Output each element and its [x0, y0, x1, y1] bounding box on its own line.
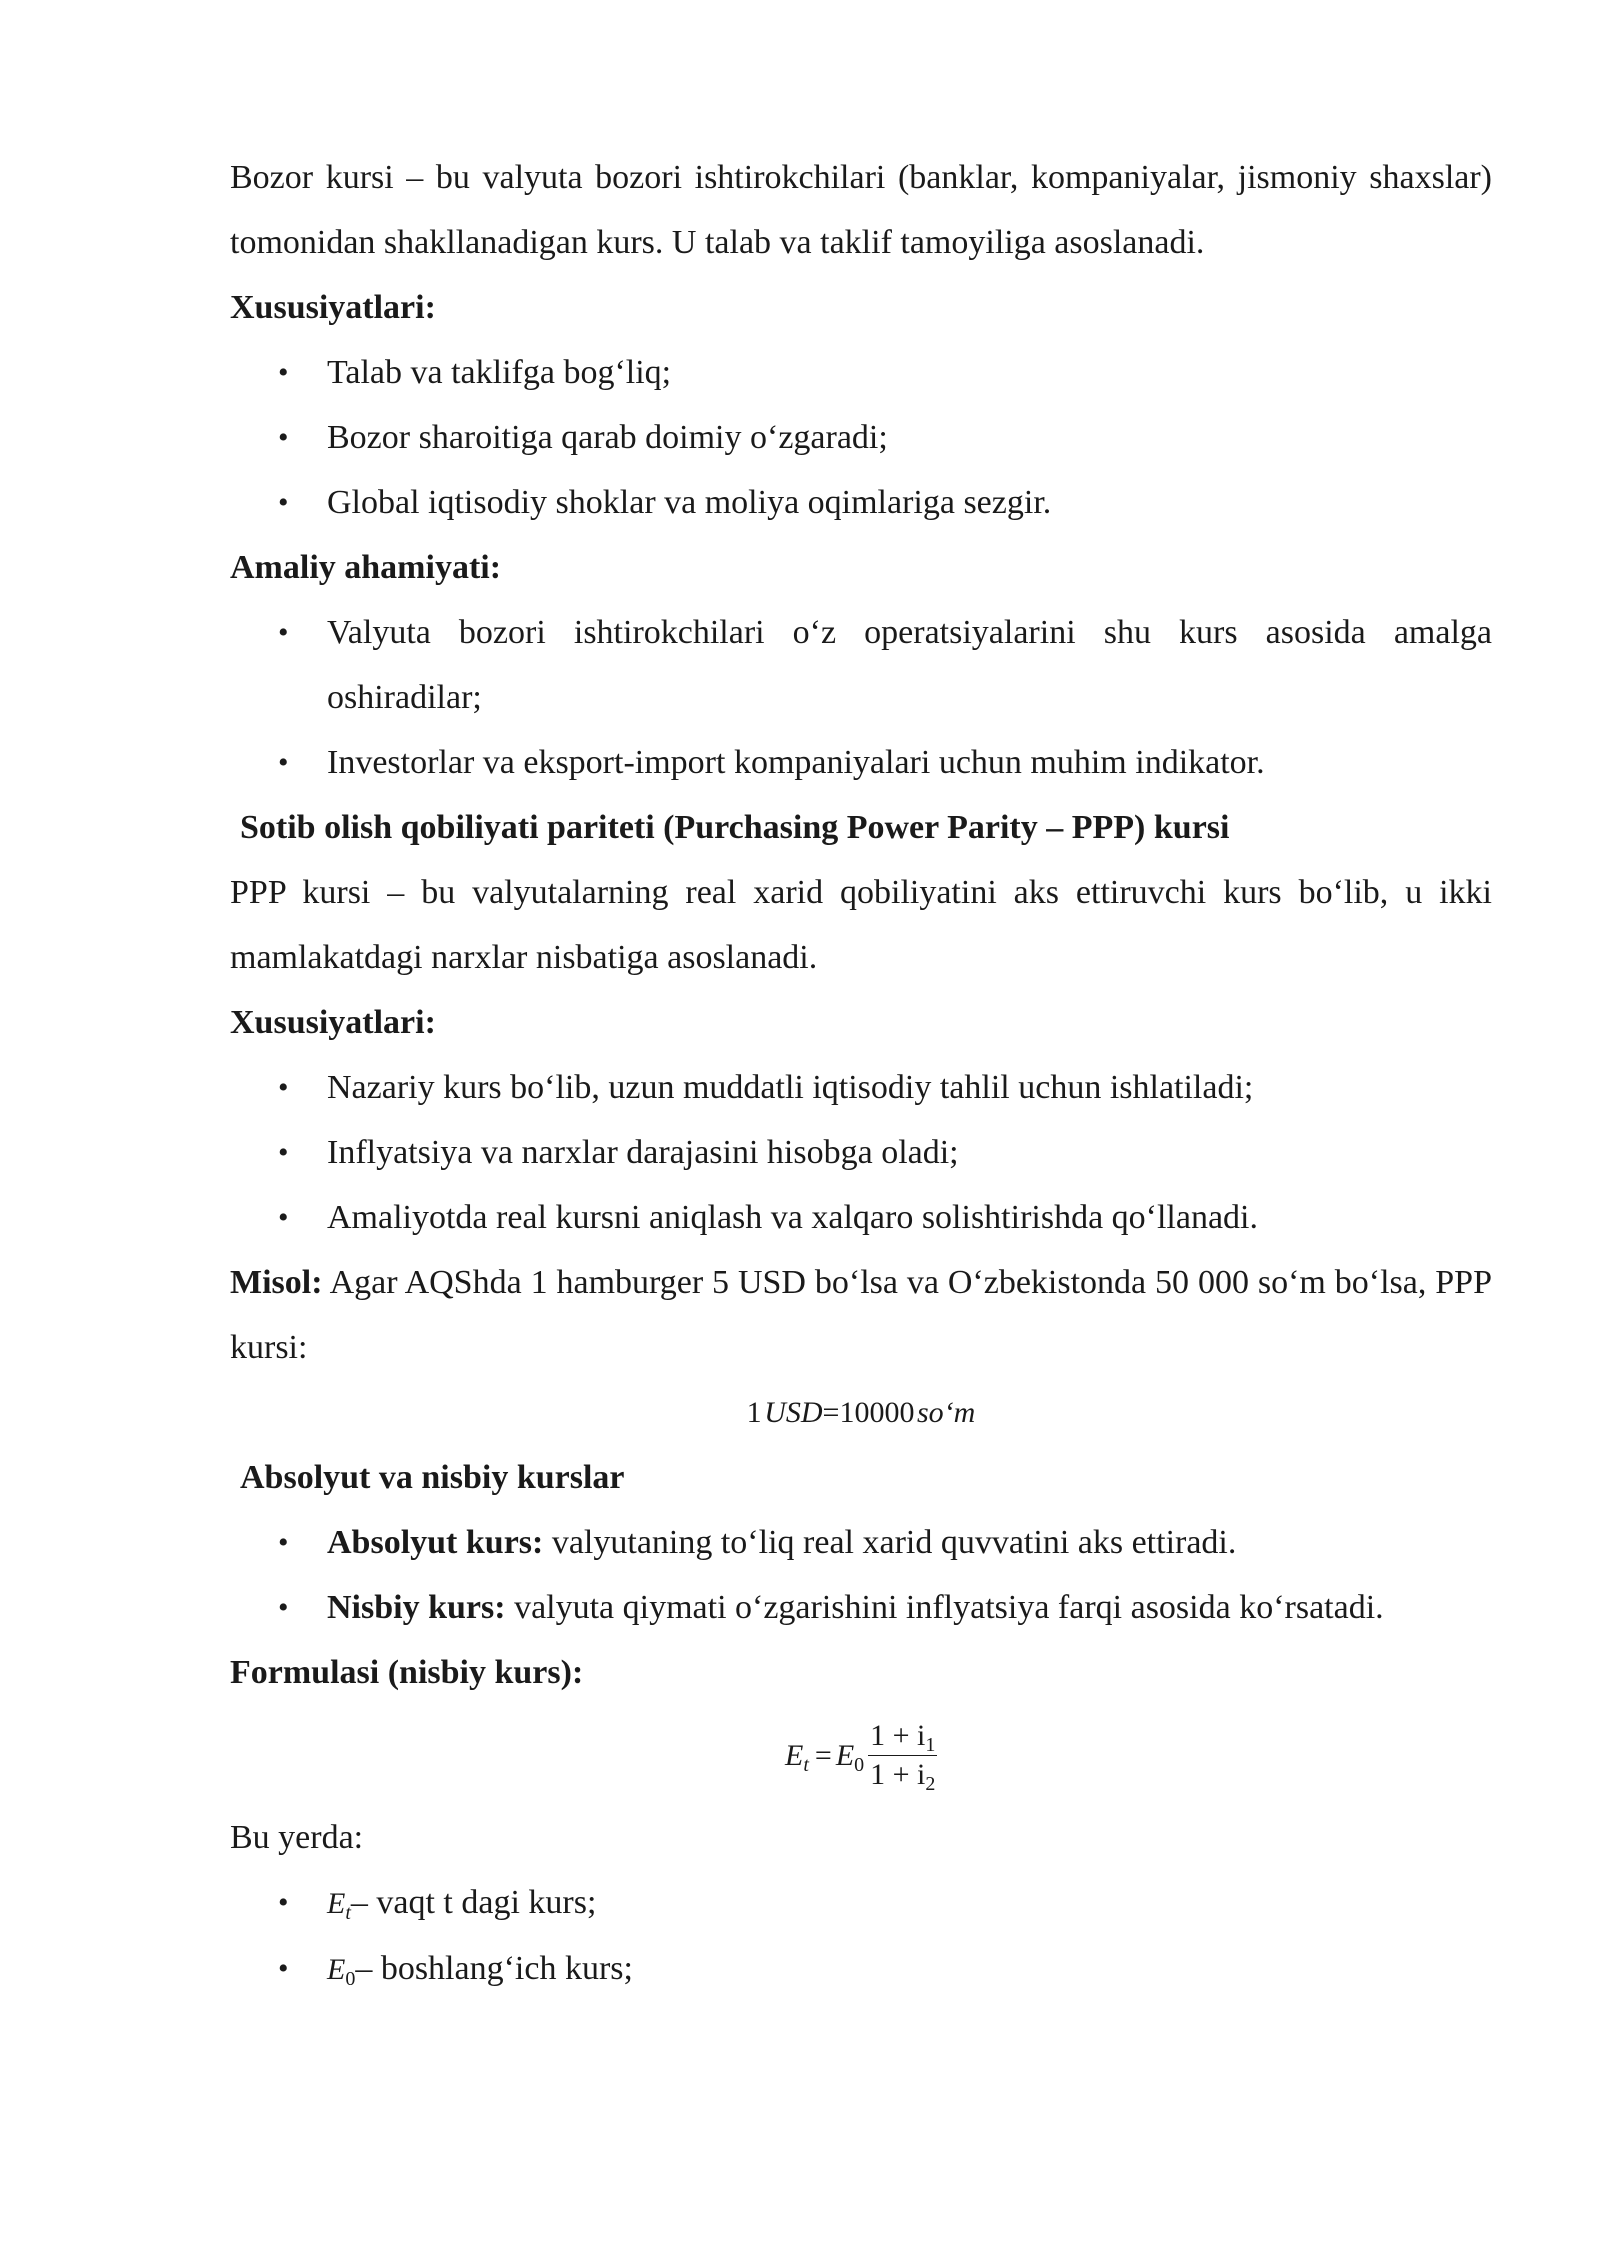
- example-label: Misol:: [230, 1264, 323, 1301]
- practical-heading: Amaliy ahamiyati:: [230, 549, 502, 586]
- abs-rel-heading: Absolyut va nisbiy kurslar: [240, 1459, 625, 1496]
- list-item: • Inflyatsiya va narxlar darajasini hisobga oladi;: [230, 1120, 1492, 1185]
- ppp-formula: 1 USD=10000 so‘m: [746, 1396, 976, 1429]
- features-list: [230, 340, 1492, 535]
- list-item: • $E_0-$ boshlang‘ich kurs;: [230, 1936, 1492, 2002]
- relative-rate-formula: $E_t$ = $E_0$ $\frac{1 + i_1}{1 + i_2}$: [785, 1718, 936, 1795]
- list-item: • Bozor sharoitiga qarab doimiy o‘zgaradi;: [230, 405, 1492, 470]
- list-item: • Amaliyotda real kursni aniqlash va xalqaro solishtirishda qo‘llanadi.: [230, 1185, 1492, 1250]
- where-list: [230, 1870, 1492, 2002]
- where-label: Bu yerda:: [230, 1819, 364, 1856]
- bullet-icon: •: [278, 421, 289, 454]
- bullet-icon: •: [278, 1591, 289, 1624]
- bullet-icon: •: [278, 1886, 289, 1919]
- list-item: • $E_t-$ vaqt t dagi kurs;: [230, 1870, 1492, 1936]
- bullet-icon: •: [278, 616, 289, 649]
- bullet-icon: •: [278, 486, 289, 519]
- ppp-paragraph: PPP kursi – bu valyutalarning real xarid qobiliyatini aks ettiruvchi kurs bo‘lib, u ikki mamlakatdagi narxlar nisbatiga asoslanadi.: [230, 874, 1492, 976]
- example-paragraph: [230, 1250, 1492, 1380]
- ppp-features-list: [230, 1055, 1492, 1250]
- list-item: • Nazariy kurs bo‘lib, uzun muddatli iqtisodiy tahlil uchun ishlatiladi;: [230, 1055, 1492, 1120]
- ppp-heading: Sotib olish qobiliyati pariteti (Purchasing Power Parity – PPP) kursi: [240, 809, 1230, 846]
- example-text: Agar AQShda 1 hamburger 5 USD bo‘lsa va O‘zbekistonda 50 000 so‘m bo‘lsa, PPP kursi:: [230, 1264, 1492, 1366]
- list-item: • Talab va taklifga bog‘liq;: [230, 340, 1492, 405]
- list-item: • Nisbiy kurs: valyuta qiymati o‘zgarishini inflyatsiya farqi asosida ko‘rsatadi.: [230, 1575, 1492, 1640]
- bullet-icon: •: [278, 1136, 289, 1169]
- bullet-icon: •: [278, 1526, 289, 1559]
- features-heading: Xususiyatlari:: [230, 289, 436, 326]
- bullet-icon: •: [278, 1071, 289, 1104]
- ppp-features-heading: Xususiyatlari:: [230, 1004, 436, 1041]
- list-item: • Investorlar va eksport-import kompaniyalari uchun muhim indikator.: [230, 730, 1492, 795]
- list-item: • Global iqtisodiy shoklar va moliya oqimlariga sezgir.: [230, 470, 1492, 535]
- intro-paragraph: Bozor kursi – bu valyuta bozori ishtirokchilari (banklar, kompaniyalar, jismoniy shaxslar) tomonidan shakllanadigan kurs. U talab va taklif tamoyiliga asoslanadi.: [230, 159, 1492, 261]
- formula-heading: Formulasi (nisbiy kurs):: [230, 1654, 584, 1691]
- practical-list: [230, 600, 1492, 795]
- bullet-icon: •: [278, 1952, 289, 1985]
- bullet-icon: •: [278, 1201, 289, 1234]
- list-item: • Absolyut kurs: valyutaning to‘liq real xarid quvvatini aks ettiradi.: [230, 1510, 1492, 1575]
- bullet-icon: •: [278, 356, 289, 389]
- document-page: [230, 145, 1492, 2002]
- abs-rel-list: [230, 1510, 1492, 1640]
- bullet-icon: •: [278, 746, 289, 779]
- list-item: • Valyuta bozori ishtirokchilari o‘z operatsiyalarini shu kurs asosida amalga oshiradilar;: [230, 600, 1492, 730]
